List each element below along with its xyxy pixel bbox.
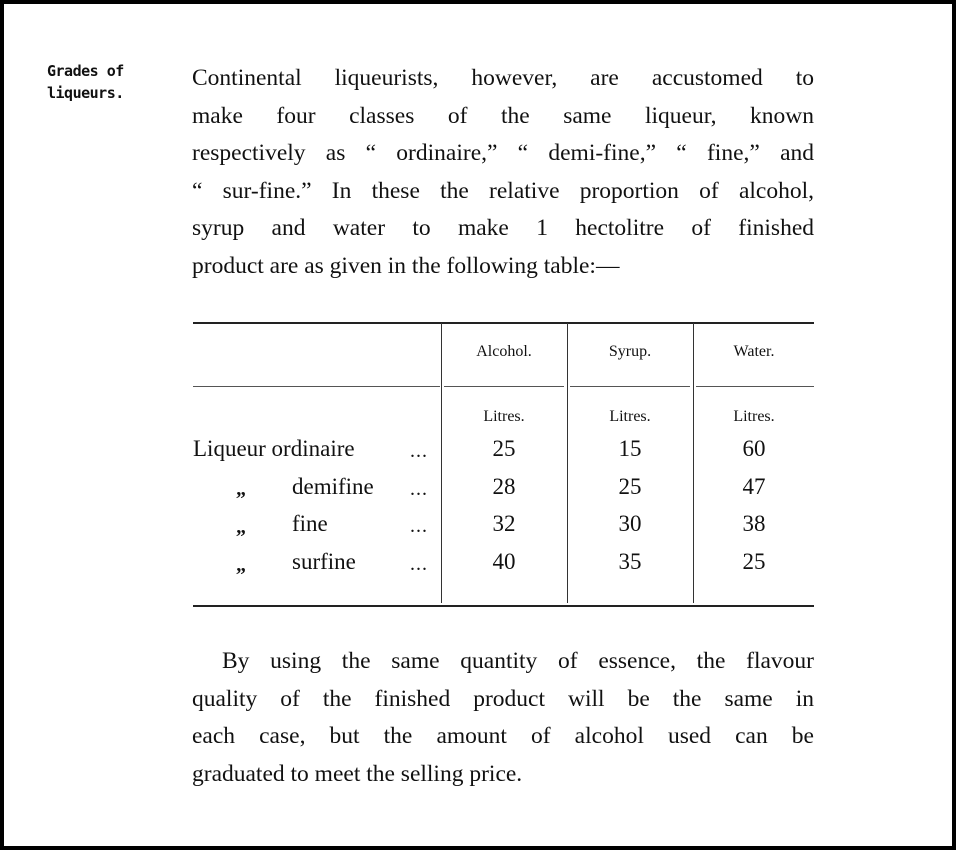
cell-syrup: 25 [618, 474, 642, 499]
cell-syrup: 30 [618, 511, 642, 536]
row-label: demifine [292, 474, 374, 499]
paragraph-line: product are as given in the following table:— [192, 252, 620, 279]
header-rule [444, 386, 564, 387]
table-bottom-rule [193, 605, 814, 607]
leader-dots: ... [410, 478, 428, 500]
margin-note-line: liqueurs. [47, 84, 124, 102]
unit-water: Litres. [733, 408, 775, 425]
column-divider [567, 323, 568, 603]
column-divider [441, 323, 442, 603]
cell-syrup: 35 [618, 549, 642, 574]
header-syrup: Syrup. [608, 343, 652, 360]
margin-note [47, 60, 177, 104]
paragraph-line: By using the same quantity of essence, the flavour [222, 648, 814, 674]
row-label: fine [292, 511, 328, 536]
leader-dots: ... [410, 515, 428, 537]
paragraph-line: make four classes of the same liqueur, known [192, 102, 814, 129]
paragraph-line: each case, but the amount of alcohol used can be [192, 723, 814, 750]
unit-alcohol: Litres. [483, 408, 525, 425]
cell-water: 47 [742, 474, 766, 499]
cell-syrup: 15 [618, 436, 642, 461]
intro-paragraph [192, 60, 814, 286]
row-label: surfine [292, 549, 356, 574]
cell-alcohol: 32 [492, 511, 516, 536]
cell-water: 60 [742, 436, 766, 461]
unit-syrup: Litres. [609, 408, 651, 425]
header-alcohol: Alcohol. [476, 343, 532, 360]
ditto-mark: „ [236, 478, 246, 500]
cell-water: 38 [742, 511, 766, 536]
table-top-rule [193, 322, 814, 324]
paragraph-line: syrup and water to make 1 hectolitre of finished [192, 215, 814, 242]
cell-water: 25 [742, 549, 766, 574]
leader-dots: ... [410, 553, 428, 575]
paragraph-line: respectively as “ ordinaire,” “ demi-fine,” “ fine,” and [192, 140, 814, 167]
paragraph-line: “ sur-fine.” In these the relative proportion of alcohol, [192, 177, 814, 204]
ditto-mark: „ [236, 516, 246, 538]
paragraph-line: Continental liqueurists, however, are accustomed to [192, 65, 814, 91]
paragraph-line: quality of the finished product will be the same in [192, 685, 814, 712]
paragraph-line: graduated to meet the selling price. [192, 760, 523, 787]
header-rule [193, 386, 440, 387]
margin-note-line: Grades of [47, 62, 124, 80]
header-water: Water. [733, 343, 775, 360]
header-rule [570, 386, 690, 387]
cell-alcohol: 25 [492, 436, 516, 461]
cell-alcohol: 28 [492, 474, 516, 499]
header-rule [696, 386, 814, 387]
cell-alcohol: 40 [492, 549, 516, 574]
leader-dots: ... [410, 440, 428, 462]
row-label: Liqueur ordinaire [193, 436, 355, 461]
ditto-mark: „ [236, 554, 246, 576]
closing-paragraph [192, 643, 814, 793]
